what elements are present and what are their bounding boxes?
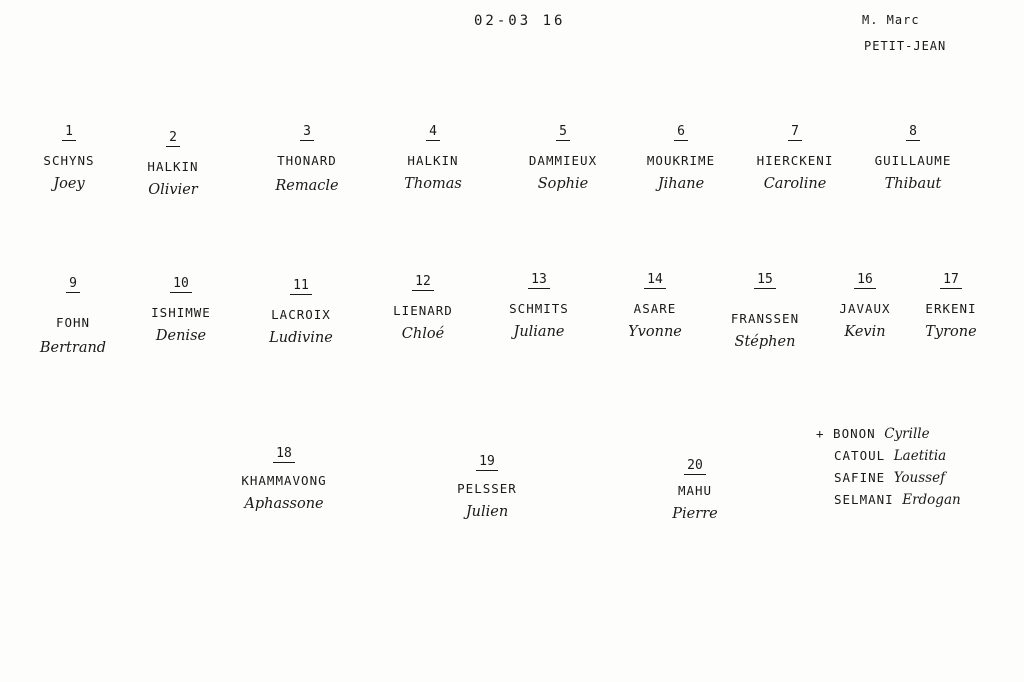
extra-student-first-name: Erdogan — [902, 492, 961, 508]
seat-first-name: Yvonne — [628, 324, 682, 340]
seat-19 — [432, 450, 542, 520]
seat-9 — [18, 272, 128, 356]
seat-first-name: Chloé — [401, 326, 445, 342]
seat-last-name: HALKIN — [407, 153, 459, 168]
seat-last-name: GUILLAUME — [874, 153, 952, 168]
extra-student — [816, 448, 1016, 464]
seat-10 — [126, 272, 236, 344]
seat-4 — [378, 120, 488, 192]
seat-20 — [640, 454, 750, 522]
seat-last-name: KHAMMAVONG — [241, 473, 327, 488]
seat-18 — [204, 442, 364, 512]
extra-student — [816, 426, 1016, 442]
seat-number: 12 — [412, 274, 434, 291]
seat-first-name: Denise — [155, 328, 207, 344]
seat-number: 20 — [684, 458, 706, 475]
seat-last-name: HALKIN — [147, 159, 199, 174]
seat-last-name: JAVAUX — [839, 301, 891, 316]
seat-first-name: Olivier — [148, 182, 198, 198]
seat-first-name: Bertrand — [39, 340, 107, 356]
teacher-surname: PETIT-JEAN — [864, 39, 947, 53]
seat-first-name: Ludivine — [269, 330, 333, 346]
extra-student-first-name: Youssef — [893, 470, 946, 486]
seat-number: 13 — [528, 272, 550, 289]
seat-last-name: SCHMITS — [509, 301, 569, 316]
seat-number: 10 — [170, 276, 192, 293]
seat-11 — [246, 274, 356, 346]
seat-last-name: PELSSER — [457, 481, 517, 496]
seat-17 — [896, 268, 1006, 340]
seat-last-name: FRANSSEN — [730, 311, 800, 326]
seat-number: 5 — [556, 124, 570, 141]
seat-first-name: Thomas — [404, 176, 462, 192]
seat-first-name: Jihane — [657, 176, 705, 192]
seat-last-name: ISHIMWE — [151, 305, 211, 320]
extra-student-first-name: Cyrille — [884, 426, 930, 442]
seat-number: 7 — [788, 124, 802, 141]
seat-first-name: Aphassone — [244, 496, 324, 512]
seat-number: 3 — [300, 124, 314, 141]
extra-student-last-name: + BONON — [816, 426, 876, 441]
seat-first-name: Stéphen — [734, 334, 796, 350]
seat-5 — [508, 120, 618, 192]
seat-first-name: Joey — [53, 176, 85, 192]
extra-student-last-name: CATOUL — [834, 448, 886, 463]
seat-14 — [600, 268, 710, 340]
seat-number: 16 — [854, 272, 876, 289]
seat-last-name: HIERCKENI — [756, 153, 834, 168]
seat-number: 1 — [62, 124, 76, 141]
seat-last-name: MAHU — [677, 483, 713, 498]
extra-student — [816, 492, 1016, 508]
extra-student-last-name: SELMANI — [834, 492, 894, 507]
seat-first-name: Juliane — [513, 324, 565, 340]
seat-7 — [740, 120, 850, 192]
seat-number: 19 — [476, 454, 498, 471]
seat-last-name: DAMMIEUX — [528, 153, 598, 168]
seat-last-name: THONARD — [277, 153, 337, 168]
seat-first-name: Thibaut — [884, 176, 942, 192]
seat-8 — [858, 120, 968, 192]
extra-student-last-name: SAFINE — [834, 470, 886, 485]
seat-13 — [484, 268, 594, 340]
seat-last-name: LACROIX — [271, 307, 331, 322]
seat-last-name: ASARE — [633, 301, 677, 316]
seat-last-name: ERKENI — [925, 301, 977, 316]
seat-first-name: Remacle — [275, 178, 339, 194]
seat-first-name: Tyrone — [925, 324, 977, 340]
extra-student-first-name: Laetitia — [893, 448, 947, 464]
seat-number: 14 — [644, 272, 666, 289]
seat-number: 8 — [906, 124, 920, 141]
seat-number: 2 — [166, 130, 180, 147]
seat-last-name: FOHN — [55, 315, 91, 330]
seat-number: 15 — [754, 272, 776, 289]
seat-number: 6 — [674, 124, 688, 141]
seat-3 — [252, 120, 362, 194]
seat-first-name: Pierre — [672, 506, 718, 522]
seat-number: 18 — [273, 446, 295, 463]
extra-students-list — [816, 426, 1016, 514]
seat-first-name: Julien — [465, 504, 509, 520]
seat-first-name: Sophie — [537, 176, 589, 192]
seat-number: 9 — [66, 276, 80, 293]
seat-number: 17 — [940, 272, 962, 289]
seat-1 — [14, 120, 124, 192]
seat-2 — [118, 126, 228, 198]
date-label: 02-03 16 — [474, 13, 566, 29]
seat-15 — [710, 268, 820, 350]
seat-number: 4 — [426, 124, 440, 141]
seat-first-name: Caroline — [763, 176, 827, 192]
seat-last-name: MOUKRIME — [646, 153, 716, 168]
seat-number: 11 — [290, 278, 312, 295]
seat-last-name: LIENARD — [393, 303, 453, 318]
seat-last-name: SCHYNS — [43, 153, 95, 168]
seat-12 — [368, 270, 478, 342]
seat-6 — [626, 120, 736, 192]
teacher-name: M. Marc — [862, 13, 920, 27]
seat-first-name: Kevin — [844, 324, 886, 340]
extra-student — [816, 470, 1016, 486]
